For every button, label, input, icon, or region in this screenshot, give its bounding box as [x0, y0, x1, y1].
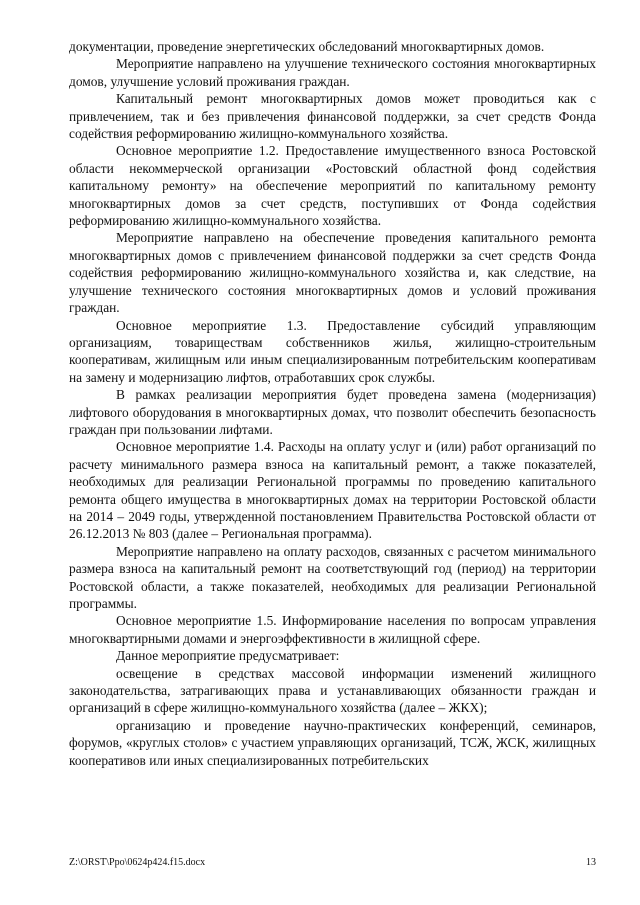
paragraph: Мероприятие направлено на обеспечение проведения капитального ремонта многоквартирных домов с привлечением финансовой поддержки за счет средств Фонда содействия реформированию жилищно-коммунального хозяйства и, как следствие, на улучшение технического состояния многоквартирных домов и условий проживания граждан. [69, 230, 596, 316]
paragraph-measure-1-3: Основное мероприятие 1.3. Предоставление субсидий управляющим организациям, товариществам собственников жилья, жилищно-строительным кооперативам, жилищным или иным специализированным потребительским кооперативам на замену и модернизацию лифтов, отработавших срок службы. [69, 317, 596, 385]
paragraph-measure-1-5: Основное мероприятие 1.5. Информирование населения по вопросам управления многоквартирными домами и энергоэффективности в жилищной сфере. [69, 613, 596, 646]
paragraph-measure-1-4: Основное мероприятие 1.4. Расходы на оплату услуг и (или) работ организаций по расчету минимального размера взноса на капитальный ремонт, а также показателей, необходимых для реализации Региональной программы по проведению капитального ремонта общего имущества в многоквартирных домах на территории Ростовской области на 2014 – 2049 годы, утвержденной постановлением Правительства Ростовской области от 26.12.2013 № 803 (далее – Региональная программа). [69, 439, 596, 542]
paragraph: Мероприятие направлено на оплату расходов, связанных с расчетом минимального размера взноса на капитальный ремонт на соответствующий год (период) на территории Ростовской области, а также показателей, необходимых для реализации Региональной программы. [69, 543, 596, 611]
paragraph-continuation: документации, проведение энергетических обследований многоквартирных домов. [69, 39, 545, 54]
paragraph: В рамках реализации мероприятия будет проведена замена (модернизация) лифтового оборудования в многоквартирных домах, что позволит обеспечить безопасность граждан при пользовании лифтами. [69, 387, 596, 437]
document-body [69, 38, 596, 769]
paragraph-list-item: освещение в средствах массовой информации изменений жилищного законодательства, затрагивающих права и устанавливающих обязанности граждан и организаций в сфере жилищно-коммунального хозяйства (далее – ЖКХ); [69, 665, 596, 716]
paragraph: Данное мероприятие предусматривает: [116, 648, 340, 664]
paragraph-measure-1-2: Основное мероприятие 1.2. Предоставление имущественного взноса Ростовской области некоммерческой организации «Ростовский областной фонд содействия капитальному ремонту» на обеспечение мероприятий по капитальному ремонту многоквартирных домов за счет средств, поступивших от Фонда содействия реформированию жилищно-коммунального хозяйства. [69, 143, 596, 229]
paragraph-list-item: организацию и проведение научно-практических конференций, семинаров, форумов, «круглых столов» с участием управляющих организаций, ТСЖ, ЖСК, жилищных кооперативов или иных специализированных потребительских [69, 717, 596, 768]
page-number: 13 [586, 857, 596, 868]
footer-file-path: Z:\ORST\Ppo\0624p424.f15.docx [69, 857, 206, 868]
paragraph: Мероприятие направлено на улучшение технического состояния многоквартирных домов, улучшение условий проживания граждан. [69, 56, 596, 89]
paragraph: Капитальный ремонт многоквартирных домов может проводиться как с привлечением, так и без привлечения финансовой поддержки, за счет средств Фонда содействия реформированию жилищно-коммунального хозяйства. [69, 91, 596, 142]
